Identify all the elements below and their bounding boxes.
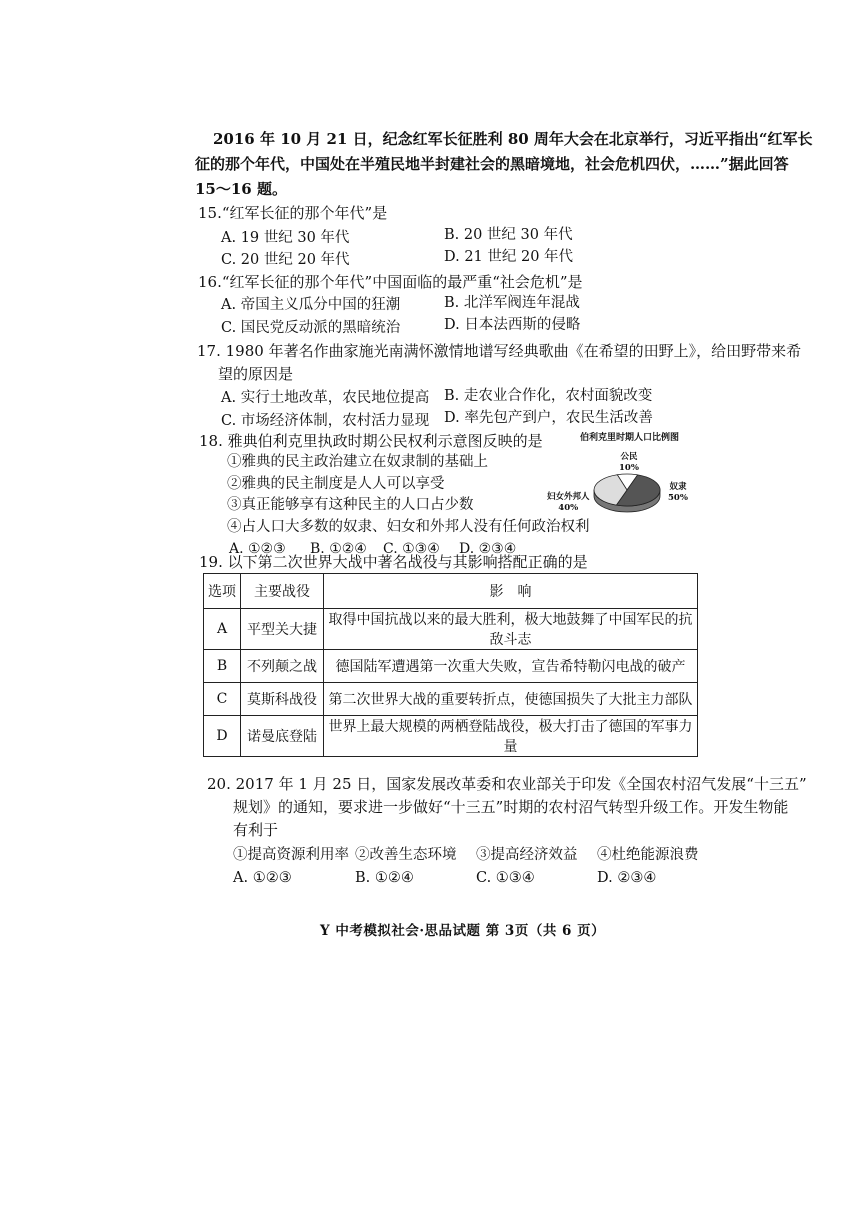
pie-chart-title: 伯利克里时期人口比例图 <box>580 433 680 443</box>
table-header-battle: 主要战役 <box>241 574 324 609</box>
question-17-option-a: A. 实行土地改革，农民地位提高 <box>221 390 430 406</box>
pie-label-slaves <box>668 482 688 504</box>
question-20-option-c: C. ①③④ <box>476 870 535 886</box>
question-20-option-d: D. ②③④ <box>597 870 657 886</box>
question-18-option-d: D. ②③④ <box>459 541 517 557</box>
pie-label-slaves-name: 奴隶 <box>669 482 687 492</box>
pie-label-citizens-value: 10% <box>619 463 639 473</box>
table-cell-battle: 平型关大捷 <box>241 609 324 650</box>
question-16-option-d: D. 日本法西斯的侵略 <box>444 317 581 333</box>
table-cell-impact: 德国陆军遭遇第一次重大失败，宣告希特勒闪电战的破产 <box>324 650 698 683</box>
table-cell-option: B <box>204 650 241 683</box>
question-15-stem: 15.“红军长征的那个年代”是 <box>198 204 388 222</box>
pie-label-citizens <box>619 452 639 474</box>
question-20-statement-4: ④杜绝能源浪费 <box>597 847 699 863</box>
table-cell-battle: 不列颠之战 <box>241 650 324 683</box>
question-20-option-b: B. ①②④ <box>355 870 414 886</box>
question-20-option-a: A. ①②③ <box>233 870 292 886</box>
battles-table <box>203 573 698 757</box>
question-19-stem: 19. 以下第二次世界大战中著名战役与其影响搭配正确的是 <box>199 553 588 571</box>
intro-line-1: 2016 年 10 月 21 日，纪念红军长征胜利 80 周年大会在北京举行，习近平指出“红军长 <box>213 130 813 148</box>
population-pie-chart <box>592 470 662 520</box>
table-cell-battle: 诺曼底登陆 <box>241 716 324 757</box>
table-cell-impact: 世界上最大规模的两栖登陆战役，极大打击了德国的军事力量 <box>324 716 698 757</box>
question-18-option-b: B. ①②④ <box>310 541 367 557</box>
table-cell-option: D <box>204 716 241 757</box>
question-16-option-c: C. 国民党反动派的黑暗统治 <box>221 320 401 336</box>
question-17-stem-1: 17. 1980 年著名作曲家施光南满怀激情地谱写经典歌曲《在希望的田野上》，给田野带来希 <box>197 342 802 360</box>
page-footer: Y 中考模拟社会·思品试题 第 3页（共 6 页） <box>320 923 606 939</box>
question-17-option-d: D. 率先包产到户，农民生活改善 <box>444 410 653 426</box>
table-row <box>204 650 698 683</box>
question-15-option-d: D. 21 世纪 20 年代 <box>444 249 574 265</box>
pie-label-citizens-name: 公民 <box>620 452 638 462</box>
question-18-option-c: C. ①③④ <box>383 541 440 557</box>
question-15-option-c: C. 20 世纪 20 年代 <box>221 252 350 268</box>
pie-label-women-foreigners <box>547 492 590 514</box>
question-20-stem-2: 规划》的通知，要求进一步做好“十三五”时期的农村沼气转型升级工作。开发生物能 <box>233 798 789 816</box>
question-16-option-a: A. 帝国主义瓜分中国的狂潮 <box>221 297 401 313</box>
question-20-statement-1: ①提高资源利用率 <box>233 847 349 863</box>
pie-label-women-foreigners-value: 40% <box>558 503 579 513</box>
question-20-stem-1: 20. 2017 年 1 月 25 日，国家发展改革委和农业部关于印发《全国农村沼气发展“十三五” <box>207 775 807 793</box>
question-15-option-b: B. 20 世纪 30 年代 <box>444 227 573 243</box>
question-17-option-c: C. 市场经济体制，农村活力显现 <box>221 413 430 429</box>
question-18-option-a: A. ①②③ <box>229 541 286 557</box>
question-15-option-a: A. 19 世纪 30 年代 <box>221 230 350 246</box>
question-18-statement-3: ③真正能够享有这种民主的人口占少数 <box>227 497 474 513</box>
question-20-statement-3: ③提高经济效益 <box>476 847 578 863</box>
table-cell-option: C <box>204 683 241 716</box>
table-header-row <box>204 574 698 609</box>
table-cell-impact: 第二次世界大战的重要转折点，使德国损失了大批主力部队 <box>324 683 698 716</box>
table-row <box>204 609 698 650</box>
intro-line-2: 征的那个年代，中国处在半殖民地半封建社会的黑暗境地，社会危机四伏，……”据此回答 <box>195 155 789 173</box>
question-18-statement-4: ④占人口大多数的奴隶、妇女和外邦人没有任何政治权利 <box>227 519 590 535</box>
question-17-stem-2: 望的原因是 <box>218 365 294 383</box>
question-18-statement-2: ②雅典的民主制度是人人可以享受 <box>227 476 445 492</box>
intro-line-3: 15～16 题。 <box>195 180 287 198</box>
question-20-statement-2: ②改善生态环境 <box>355 847 457 863</box>
question-20-stem-3: 有利于 <box>233 821 279 839</box>
pie-label-women-foreigners-name: 妇女外邦人 <box>547 492 590 502</box>
question-18-stem: 18. 雅典伯利克里执政时期公民权利示意图反映的是 <box>199 432 543 450</box>
question-16-stem: 16.“红军长征的那个年代”中国面临的最严重“社会危机”是 <box>198 273 583 291</box>
table-cell-option: A <box>204 609 241 650</box>
question-16-option-b: B. 北洋军阀连年混战 <box>444 295 580 311</box>
pie-label-slaves-value: 50% <box>668 493 688 503</box>
table-header-impact: 影 响 <box>324 574 698 609</box>
table-cell-battle: 莫斯科战役 <box>241 683 324 716</box>
question-17-option-b: B. 走农业合作化，农村面貌改变 <box>444 388 653 404</box>
table-row <box>204 716 698 757</box>
table-header-option: 选项 <box>204 574 241 609</box>
table-cell-impact: 取得中国抗战以来的最大胜利，极大地鼓舞了中国军民的抗敌斗志 <box>324 609 698 650</box>
table-row <box>204 683 698 716</box>
question-18-statement-1: ①雅典的民主政治建立在奴隶制的基础上 <box>227 454 488 470</box>
